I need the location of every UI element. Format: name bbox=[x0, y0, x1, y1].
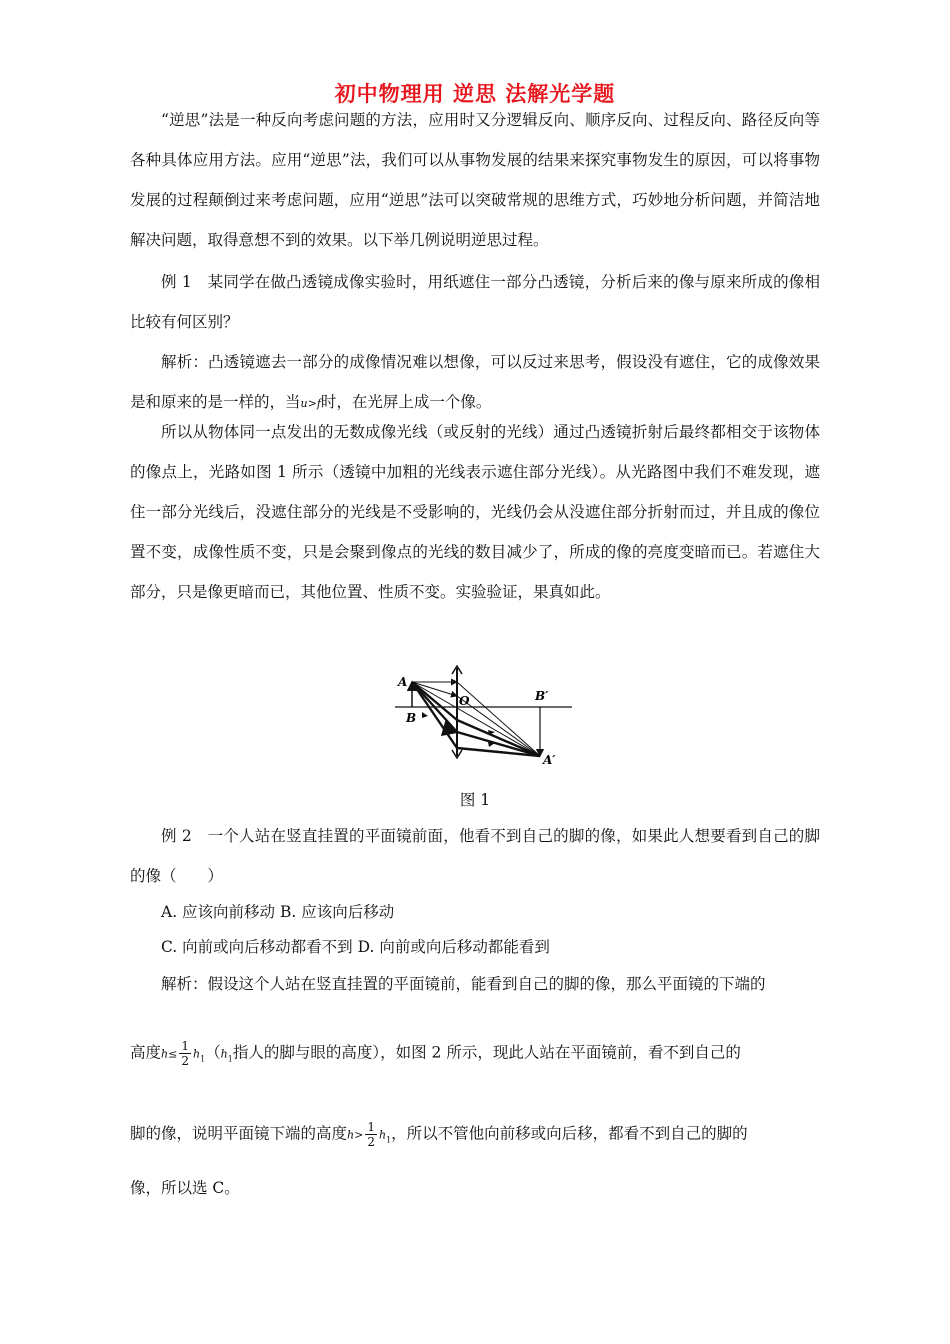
text-segment: ，所以不管他向前移或向后移，都看不到自己的脚的 bbox=[391, 1124, 748, 1143]
options-ab: A. 应该向前移动 B. 应该向后移动 bbox=[161, 903, 395, 921]
intro-paragraph: “逆思”法是一种反向考虑问题的方法，应用时又分逻辑反向、顺序反向、过程反向、路径反向等各种具体应用方法。应用“逆思”法，我们可以从事物发展的结果来探究事物发生的原因，可以将事物发展的过程颠倒过来考虑问题，应用“逆思”法可以突破常规的思维方式，巧妙地分析问题，并简洁地解决问题，取得意想不到的效果。以下举几例说明逆思过程。 bbox=[130, 111, 820, 249]
var-h: h bbox=[347, 1128, 355, 1142]
denominator: 2 bbox=[181, 1054, 189, 1068]
analysis-text-end: 时，在光屏上成一个像。 bbox=[320, 393, 492, 411]
var-u: u bbox=[300, 397, 308, 410]
label-B: B bbox=[406, 711, 417, 725]
gt-sign: > bbox=[307, 397, 317, 410]
fraction-half bbox=[179, 1039, 191, 1068]
var-f: f bbox=[316, 397, 321, 410]
denominator: 2 bbox=[367, 1135, 375, 1149]
gt-sign: > bbox=[354, 1128, 364, 1142]
subscript-1: 1 bbox=[386, 1135, 392, 1145]
options-cd: C. 向前或向后移动都看不到 D. 向前或向后移动都能看到 bbox=[161, 938, 550, 956]
numerator: 1 bbox=[367, 1120, 375, 1134]
numerator: 1 bbox=[181, 1039, 189, 1053]
analysis-line-3: 像，所以选 C。 bbox=[130, 1179, 240, 1197]
text-segment: 高度 bbox=[130, 1043, 162, 1062]
example1-analysis-continued: 所以从物体同一点发出的无数成像光线（或反射的光线）通过凸透镜折射后最终都相交于该物体的像点上，光路如图 1 所示（透镜中加粗的光线表示遮住部分光线）。从光路图中我们不难发现，遮住一部分光线后，没遮住部分的光线是不受影响的，光线仍会从没遮住部分折射而过，并且成的像位置不变，成像性质不变，只是会聚到像点的光线的数目减少了，所成的像的亮度变暗而已。若遮住大部分，只是像更暗而已，其他位置、性质不变。实验验证，果真如此。 bbox=[130, 423, 820, 601]
var-h: h bbox=[161, 1047, 169, 1061]
label-A-prime: A′ bbox=[543, 753, 556, 767]
figure-caption: 图 1 bbox=[459, 791, 491, 809]
text-segment: 脚的像，说明平面镜下端的高度 bbox=[130, 1124, 348, 1143]
fraction-half bbox=[365, 1120, 377, 1149]
subscript-1-ref: 1 bbox=[227, 1054, 233, 1064]
var-h1: h bbox=[192, 1047, 201, 1061]
example1-question: 例 1 某同学在做凸透镜成像实验时，用纸遮住一部分凸透镜，分析后来的像与原来所成的像相比较有何区别？ bbox=[130, 273, 820, 331]
lens-ray-diagram bbox=[390, 660, 580, 775]
analysis-line-1 bbox=[130, 1039, 820, 1072]
page-title: 初中物理用 逆思 法解光学题 bbox=[334, 82, 616, 106]
label-O: O bbox=[459, 694, 470, 708]
var-h1-ref: h bbox=[220, 1047, 228, 1061]
example2-analysis: 解析：假设这个人站在竖直挂置的平面镜前，能看到自己的脚的像，那么平面镜的下端的 bbox=[161, 975, 766, 993]
le-sign: ≤ bbox=[168, 1047, 178, 1061]
var-h1: h bbox=[378, 1128, 387, 1142]
subscript-1: 1 bbox=[200, 1054, 206, 1064]
example2-question: 例 2 一个人站在竖直挂置的平面镜前面，他看不到自己的脚的像，如果此人想要看到自己的脚的像（ ） bbox=[130, 827, 820, 885]
paren-open: （ bbox=[205, 1043, 221, 1062]
analysis-line-2 bbox=[130, 1120, 820, 1153]
label-B-prime: B′ bbox=[535, 689, 549, 703]
analysis-text: 解析：凸透镜遮去一部分的成像情况难以想像，可以反过来思考，假设没有遮住，它的成像效果是和原来的是一样的，当 bbox=[130, 353, 820, 411]
text-segment: 指人的脚与眼的高度），如图 2 所示，现此人站在平面镜前，看不到自己的 bbox=[232, 1043, 741, 1062]
label-A: A bbox=[398, 675, 408, 689]
